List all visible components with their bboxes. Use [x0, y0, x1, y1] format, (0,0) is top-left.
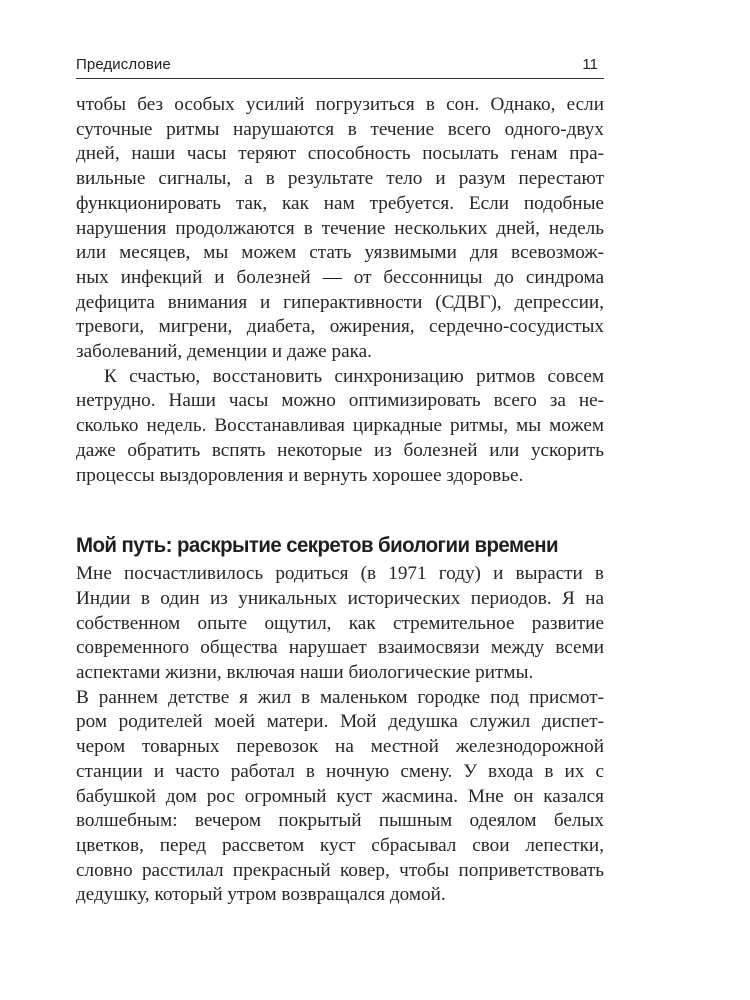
book-page	[76, 56, 604, 908]
text-line: ром родителей моей матери. Мой дедушка служил диспет-	[76, 711, 604, 733]
text-line: современного общества нарушает взаимосвязи между всеми	[76, 637, 604, 659]
text-line: заболеваний, деменции и даже рака.	[76, 341, 372, 363]
page-number: 11	[582, 56, 598, 73]
text-line: станции и часто работал в ночную смену. У входа в их с	[76, 760, 604, 782]
text-line: К счастью, восстановить синхронизацию ритмов совсем	[104, 365, 604, 387]
text-line: В раннем детстве я жил в маленьком городке под присмот-	[76, 686, 604, 708]
text-line: цветков, перед рассветом куст сбрасывал свои лепестки,	[76, 834, 604, 856]
text-line: чером товарных перевозок на местной железнодорожной	[76, 736, 604, 758]
text-line: даже обратить вспять некоторые из болезней или ускорить	[76, 439, 604, 461]
section-paragraph	[76, 562, 604, 908]
text-line: или месяцев, мы можем стать уязвимыми для всевозмож-	[76, 242, 604, 264]
text-line: дедушку, который утром возвращался домой.	[76, 884, 446, 906]
text-line: бабушкой дом рос огромный куст жасмина. Мне он казался	[76, 785, 604, 807]
paragraph-1	[76, 93, 604, 365]
text-line: функционировать так, как нам требуется. Если подобные	[76, 192, 604, 214]
text-line: словно расстилал прекрасный ковер, чтобы поприветствовать	[76, 859, 604, 881]
text-line: дней, наши часы теряют способность посылать генам пра-	[76, 143, 604, 165]
text-line: вильные сигналы, а в результате тело и разум перестают	[76, 168, 604, 190]
text-line: волшебным: вечером покрытый пышным одеялом белых	[76, 810, 604, 832]
text-line: Индии в один из уникальных исторических периодов. Я на	[76, 587, 604, 609]
paragraph-2	[76, 365, 604, 489]
text-line: суточные ритмы нарушаются в течение всего одного-двух	[76, 118, 604, 140]
text-line: нетрудно. Наши часы можно оптимизировать всего за не-	[76, 390, 604, 412]
text-line: собственном опыте ощутил, как стремительное развитие	[76, 612, 604, 634]
text-line: нарушения продолжаются в течение нескольких дней, недель	[76, 217, 604, 239]
text-line: тревоги, мигрени, диабета, ожирения, сердечно-сосудистых	[76, 316, 604, 338]
running-header	[76, 56, 604, 79]
text-line: сколько недель. Восстанавливая циркадные ритмы, мы можем	[76, 415, 604, 437]
text-line: аспектами жизни, включая наши биологические ритмы.	[76, 662, 534, 684]
header-section-title: Предисловие	[76, 56, 171, 73]
text-line: Мне посчастливилось родиться (в 1971 году) и вырасти в	[76, 563, 604, 585]
text-line: ных инфекций и болезней — от бессонницы до синдрома	[76, 266, 604, 288]
text-line: процессы выздоровления и вернуть хорошее здоровье.	[76, 464, 524, 486]
section-heading: Мой путь: раскрытие секретов биологии времени	[76, 533, 559, 558]
text-line: чтобы без особых усилий погрузиться в сон. Однако, если	[76, 94, 604, 115]
text-line: дефицита внимания и гиперактивности (СДВГ), депрессии,	[76, 291, 604, 313]
